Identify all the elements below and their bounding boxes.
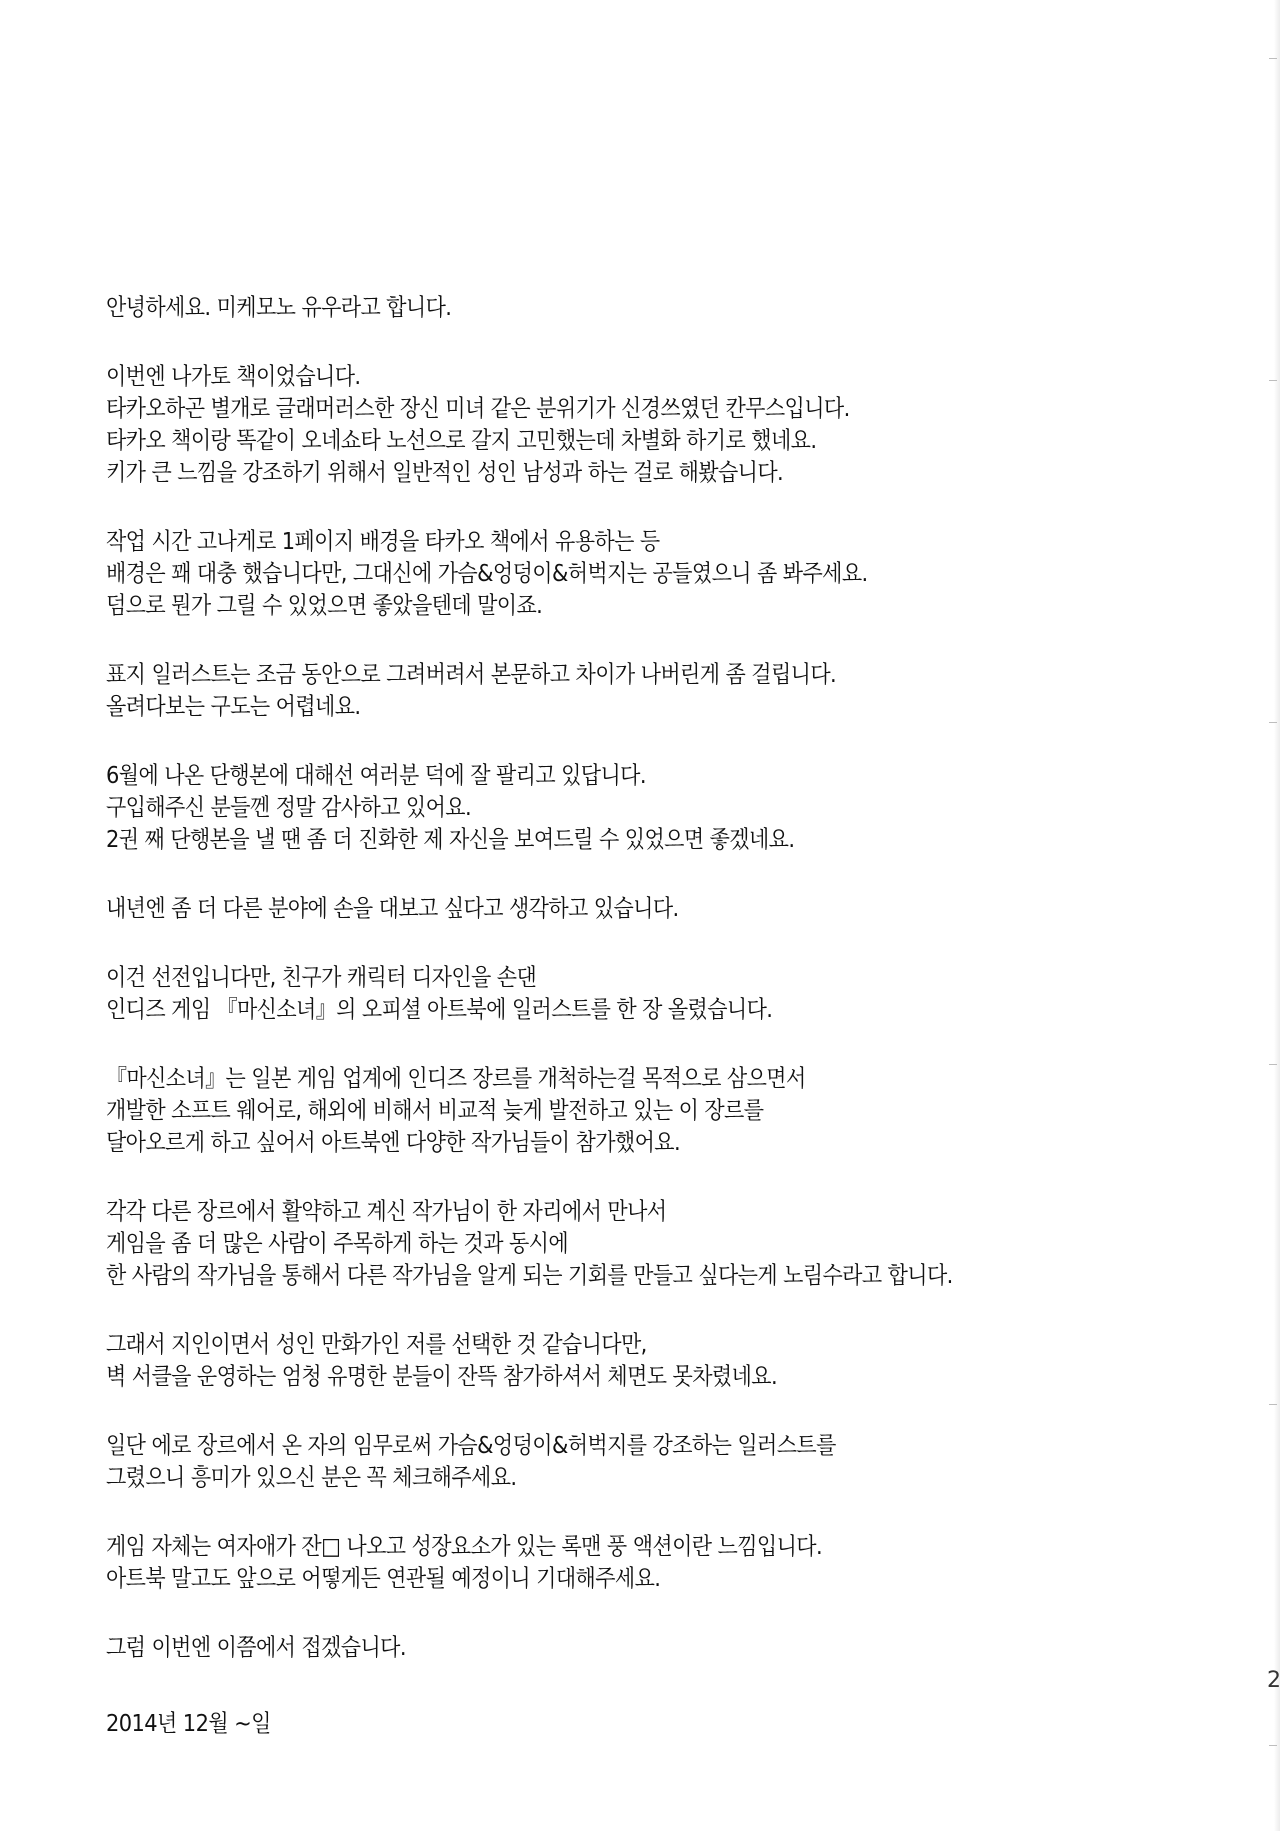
text-line: 벽 서클을 운영하는 엄청 유명한 분들이 잔뜩 참가하셔서 체면도 못차렸네요.	[106, 1362, 778, 1390]
text-line: 구입해주신 분들껜 정말 감사하고 있어요.	[106, 793, 472, 821]
date-line	[106, 1707, 1166, 1739]
text-line: 올려다보는 구도는 어렵네요.	[106, 692, 361, 720]
page-number: 2	[1267, 1668, 1280, 1693]
edge-mark	[1269, 58, 1277, 59]
text-line: 개발한 소프트 웨어로, 해외에 비해서 비교적 늦게 발전하고 있는 이 장르를	[106, 1096, 764, 1124]
paragraph-tankoubon	[106, 759, 1166, 855]
text-line: 인디즈 게임 『마신소녀』의 오피셜 아트북에 일러스트를 한 장 올렸습니다.	[106, 995, 773, 1023]
text-line: 이번엔 나가토 책이었습니다.	[106, 362, 361, 390]
edge-mark	[1269, 380, 1277, 381]
text-line: 아트북 말고도 앞으로 어떻게든 연관될 예정이니 기대해주세요.	[106, 1564, 661, 1592]
text-line: 달아오르게 하고 싶어서 아트북엔 다양한 작가님들이 참가했어요.	[106, 1128, 681, 1156]
text-line: 일단 에로 장르에서 온 자의 임무로써 가슴&엉덩이&허벅지를 강조하는 일러스트를	[106, 1431, 836, 1459]
text-line: 키가 큰 느낌을 강조하기 위해서 일반적인 성인 남성과 하는 걸로 해봤습니다.	[106, 458, 784, 486]
text-line: 이건 선전입니다만, 친구가 캐릭터 디자인을 손댄	[106, 963, 537, 991]
paragraph-game-purpose	[106, 1062, 1166, 1158]
text-line: 그럼 이번엔 이쯤에서 접겠습니다.	[106, 1633, 406, 1661]
paragraph-closing	[106, 1631, 1166, 1663]
paragraph-about-book	[106, 360, 1166, 488]
text-line: 내년엔 좀 더 다른 분야에 손을 대보고 싶다고 생각하고 있습니다.	[106, 894, 679, 922]
edge-mark	[1269, 1745, 1277, 1746]
edge-mark	[1269, 1404, 1277, 1405]
text-line: 각각 다른 장르에서 활약하고 계신 작가님이 한 자리에서 만나서	[106, 1197, 667, 1225]
text-line: 타카오하곤 별개로 글래머러스한 장신 미녀 같은 분위기가 신경쓰였던 칸무스입니다.	[106, 394, 850, 422]
paragraph-game-description	[106, 1530, 1166, 1594]
paragraph-greeting	[106, 291, 1166, 323]
text-line: 게임을 좀 더 많은 사람이 주목하게 하는 것과 동시에	[106, 1229, 569, 1257]
text-line: 배경은 꽤 대충 했습니다만, 그대신에 가슴&엉덩이&허벅지는 공들였으니 좀 봐주세요.	[106, 559, 868, 587]
date-text: 2014년 12월 ~일	[106, 1709, 271, 1737]
paragraph-illustration	[106, 1429, 1166, 1493]
afterword-text	[106, 291, 1166, 1739]
text-line: 『마신소녀』는 일본 게임 업계에 인디즈 장르를 개척하는걸 목적으로 삼으면서	[106, 1064, 806, 1092]
text-line: 2권 째 단행본을 낼 땐 좀 더 진화한 제 자신을 보여드릴 수 있었으면 좋겠네요.	[106, 825, 795, 853]
text-line: 그렸으니 흥미가 있으신 분은 꼭 체크해주세요.	[106, 1463, 517, 1491]
text-line: 한 사람의 작가님을 통해서 다른 작가님을 알게 되는 기회를 만들고 싶다는게 노림수라고 합니다.	[106, 1261, 953, 1289]
page-edge-shadow	[1274, 0, 1280, 1831]
text-line: 타카오 책이랑 똑같이 오네쇼타 노선으로 갈지 고민했는데 차별화 하기로 했네요.	[106, 426, 817, 454]
text-line: 덤으로 뭔가 그릴 수 있었으면 좋았을텐데 말이죠.	[106, 591, 543, 619]
text-line: 안녕하세요. 미케모노 유우라고 합니다.	[106, 293, 452, 321]
edge-mark	[1269, 722, 1277, 723]
text-line: 작업 시간 고나게로 1페이지 배경을 타카오 책에서 유용하는 등	[106, 527, 660, 555]
paragraph-artists	[106, 1195, 1166, 1291]
text-line: 그래서 지인이면서 성인 만화가인 저를 선택한 것 같습니다만,	[106, 1330, 647, 1358]
edge-mark	[1269, 1064, 1277, 1065]
text-line: 게임 자체는 여자애가 잔□ 나오고 성장요소가 있는 록맨 풍 액션이란 느낌입니다.	[106, 1532, 823, 1560]
paragraph-advertisement	[106, 961, 1166, 1025]
text-line: 표지 일러스트는 조금 동안으로 그려버려서 본문하고 차이가 나버린게 좀 걸립니다.	[106, 660, 837, 688]
text-line: 6월에 나온 단행본에 대해선 여러분 덕에 잘 팔리고 있답니다.	[106, 761, 646, 789]
paragraph-cover	[106, 658, 1166, 722]
paragraph-selection	[106, 1328, 1166, 1392]
paragraph-work-time	[106, 525, 1166, 621]
paragraph-next-year	[106, 892, 1166, 924]
